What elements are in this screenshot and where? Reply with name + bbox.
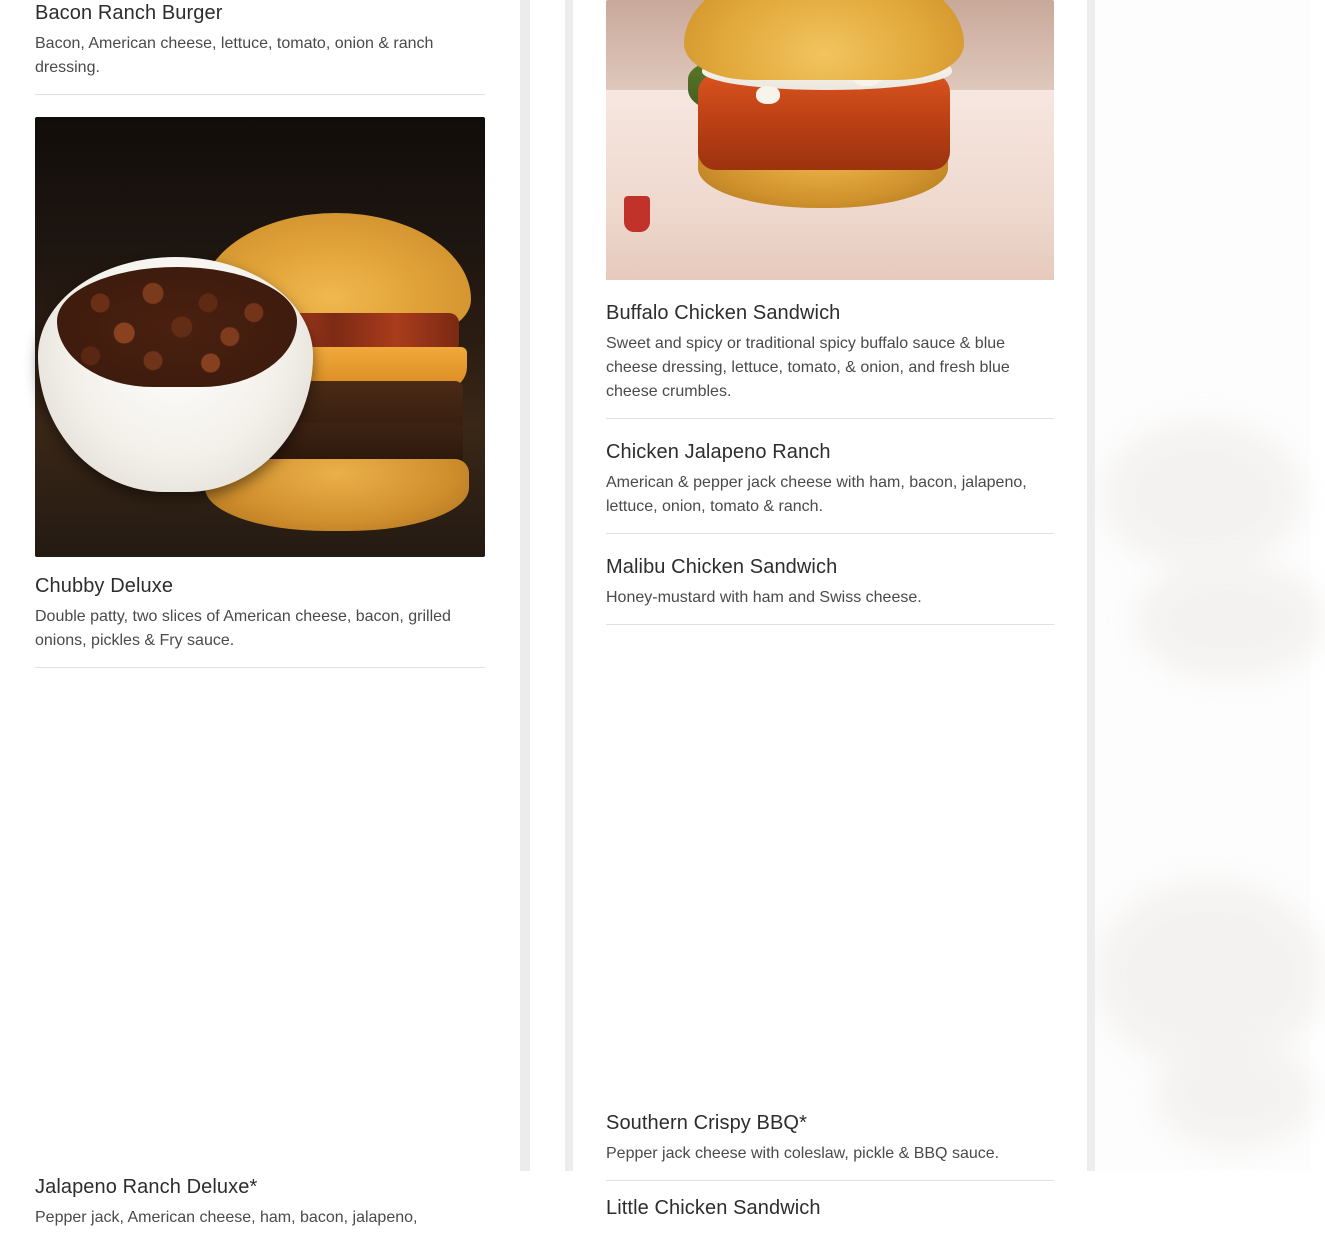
- right-menu-column: [573, 0, 1087, 1219]
- menu-item-title: Malibu Chicken Sandwich: [606, 556, 838, 578]
- menu-item[interactable]: [35, 95, 485, 668]
- menu-item-photo-placeholder: [606, 643, 1054, 1098]
- center-gutter-column: [530, 0, 565, 1171]
- red-accent-shape: [624, 196, 650, 232]
- burger-with-baked-beans-photo: [35, 117, 485, 557]
- menu-item[interactable]: [35, 668, 485, 1244]
- column-divider: [565, 0, 573, 1171]
- left-menu-column: [0, 0, 520, 1226]
- menu-item-title: Southern Crispy BBQ*: [606, 1112, 807, 1134]
- menu-item-description: Bacon, American cheese, lettuce, tomato, onion & ranch dressing.: [35, 35, 434, 76]
- bun-top-shape: [684, 0, 964, 80]
- menu-item-description: Double patty, two slices of American cheese, bacon, grilled onions, pickles & Fry sauce.: [35, 608, 451, 649]
- column-divider: [1087, 0, 1095, 1171]
- menu-item-title: Jalapeno Ranch Deluxe*: [35, 1176, 258, 1198]
- baked-beans-shape: [57, 267, 297, 387]
- menu-item[interactable]: [606, 534, 1054, 625]
- menu-item-photo-placeholder: [35, 690, 485, 1160]
- menu-item[interactable]: [606, 625, 1054, 1181]
- buffalo-chicken-sandwich-photo: [606, 0, 1054, 280]
- menu-item-title: Chubby Deluxe: [35, 575, 174, 597]
- far-right-column: [1095, 0, 1310, 1171]
- menu-item-description: Sweet and spicy or traditional spicy buffalo sauce & blue cheese dressing, lettuce, tomato, & onion, and fresh blue cheese crumbles.: [606, 335, 1010, 400]
- menu-item-title: Little Chicken Sandwich: [606, 1197, 821, 1219]
- column-divider: [520, 0, 530, 1171]
- menu-item-title: Buffalo Chicken Sandwich: [606, 302, 841, 324]
- menu-item-title: Bacon Ranch Burger: [35, 2, 223, 24]
- menu-item[interactable]: [606, 1181, 1054, 1241]
- menu-item-title: Chicken Jalapeno Ranch: [606, 441, 831, 463]
- menu-item-description: Honey-mustard with ham and Swiss cheese.: [606, 589, 922, 606]
- menu-item-description: Pepper jack, American cheese, ham, bacon, jalapeno,: [35, 1209, 418, 1226]
- menu-item[interactable]: [35, 0, 485, 95]
- menu-item[interactable]: [606, 419, 1054, 534]
- menu-item-description: American & pepper jack cheese with ham, bacon, jalapeno, lettuce, onion, tomato & ranch.: [606, 474, 1027, 515]
- menu-item-description: Pepper jack cheese with coleslaw, pickle & BBQ sauce.: [606, 1145, 1000, 1162]
- menu-item[interactable]: [606, 0, 1054, 419]
- blue-cheese-crumble-shape: [756, 86, 780, 104]
